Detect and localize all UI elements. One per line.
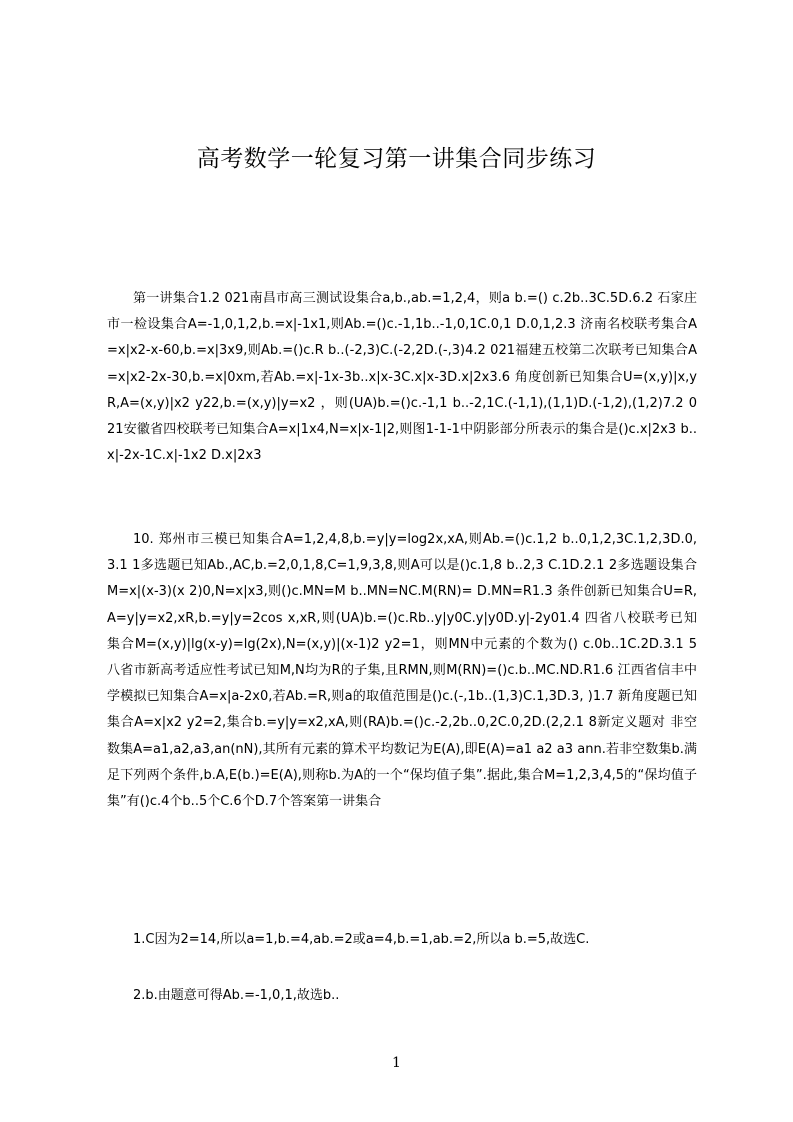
- page-number: 1: [392, 1055, 401, 1071]
- paragraph-answer-1: 1.C因为2=14,所以a=1,b.=4,ab.=2或a=4,b.=1,ab.=2,所以a b.=5,故选C.: [133, 932, 590, 947]
- paragraph-answer-2: 2.b.由题意可得Ab.=-1,0,1,故选b..: [133, 988, 340, 1003]
- paragraph-exercises-10-18: 10. 郑州市三模已知集合A=1,2,4,8,b.=y|y=log2x,xA,则Ab.=()c.1,2 b..0,1,2,3C.1,2,3D.0,3.1 1多选题已知Ab.,AC,b.=2,0,1,8,C=1,9,3,8,则A可以是()c.1,8 b..2,3 C.1D.2.1 2多选题设集合M=x|(x-3)(x 2)0,N=x|x3,则()c.MN=M b..MN=NC.M(RN)= D.MN=R1.3 条件创新已知集合U=R,A=y|y=x2,xR,b.=y|y=2cos x,xR,则(UA)b.=()c.Rb..y|y0C.y|y0D.y|-2y01.4 四省八校联考已知集合M=(x,y)|lg(x-y)=lg(2x),N=(x,y)|(x-1)2 y2=1，则MN中元素的个数为() c.0b..1C.2D.3.1 5 八省市新高考适应性考试已知M,N均为R的子集,且RMN,则M(RN)=()c.b..MC.ND.R1.6 江西省信丰中学模拟已知集合A=x|a-2x0,若Ab.=R,则a的取值范围是()c.(-,1b..(1,3)C.1,3D.3, )1.7 新角度题已知集合A=x|x2 y2=2,集合b.=y|y=x2,xA,则(RA)b.=()c.-2,2b..0,2C.0,2D.(2,2.1 8新定义题对 非空数集A=a1,a2,a3,an(nN),其所有元素的算术平均数记为E(A),即E(A)=a1 a2 a3 ann.若非空数集b.满足下列两个条件,b.A,E(b.)=E(A),则称b.为A的一个“保均值子集”.据此,集合M=1,2,3,4,5的“保均值子集”有()c.4个b..5个C.6个D.7个答案第一讲集合: [107, 532, 697, 810]
- paragraph-exercises-1-7: 第一讲集合1.2 021南昌市高三测试设集合a,b.,ab.=1,2,4，则a b.=() c.2b..3C.5D.6.2 石家庄市一检设集合A=-1,0,1,2,b.=x|-1x1,则Ab.=()c.-1,1b..-1,0,1C.0,1 D.0,1,2.3 济南名校联考集合A=x|x2-x-60,b.=x|3x9,则Ab.=()c.R b..(-2,3)C.(-2,2D.(-,3)4.2 021福建五校第二次联考已知集合A=x|x2-2x-30,b.=x|0xm,若Ab.=x|-1x-3b..x|x-3C.x|x-3D.x|2x3.6 角度创新已知集合U=(x,y)|x,yR,A=(x,y)|x2 y22,b.=(x,y)|y=x2 ，则(UA)b.=()c.-1,1 b..-2,1C.(-1,1),(1,1)D.(-1,2),(1,2)7.2 021安徽省四校联考已知集合A=x|1x4,N=x|x-1|2,则图1-1-1中阴影部分所表示的集合是()c.x|2x3 b..x|-2x-1C.x|-1x2 D.x|2x3: [107, 291, 697, 464]
- document-title: 高考数学一轮复习第一讲集合同步练习: [196, 146, 597, 172]
